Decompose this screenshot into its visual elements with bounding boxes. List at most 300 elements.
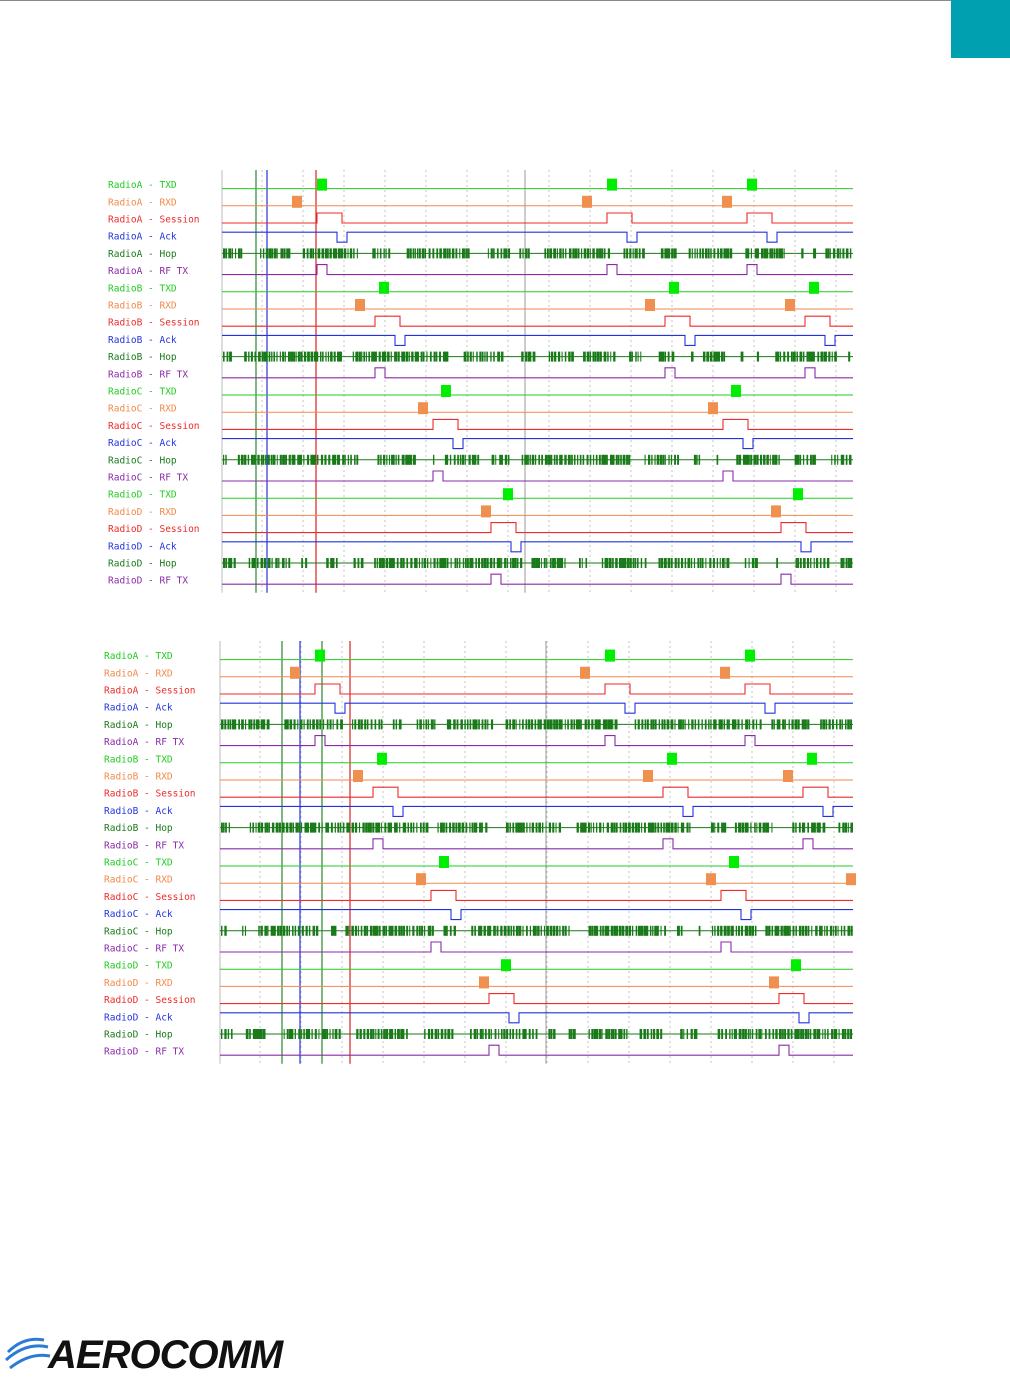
hop-pulse	[253, 719, 255, 729]
hop-pulse	[721, 1029, 723, 1039]
signal-label: RadioC - TXD	[104, 857, 173, 869]
hop-pulse	[547, 248, 549, 258]
hop-pulse	[370, 1029, 372, 1039]
hop-pulse	[553, 1029, 555, 1039]
hop-pulse	[263, 248, 264, 258]
hop-pulse	[541, 455, 543, 465]
signal-label: RadioC - TXD	[108, 386, 177, 398]
hop-pulse	[836, 1029, 837, 1039]
hop-pulse	[663, 823, 665, 833]
hop-pulse	[381, 719, 383, 729]
hop-pulse	[792, 823, 794, 833]
hop-pulse	[750, 455, 752, 465]
hop-pulse	[506, 1029, 508, 1039]
hop-pulse	[661, 558, 663, 568]
hop-pulse	[638, 352, 639, 362]
hop-pulse	[437, 823, 438, 833]
hop-pulse	[741, 823, 744, 833]
hop-pulse	[849, 455, 852, 465]
hop-pulse	[542, 823, 543, 833]
hop-pulse	[605, 719, 607, 729]
hop-pulse	[622, 558, 624, 568]
hop-pulse	[816, 558, 818, 568]
hop-pulse	[501, 352, 503, 362]
hop-pulse	[519, 719, 520, 729]
hop-pulse	[343, 823, 345, 833]
hop-pulse	[302, 926, 304, 936]
hop-pulse	[257, 1029, 260, 1039]
hop-pulse	[493, 352, 495, 362]
hop-pulse	[321, 455, 323, 465]
hop-pulse	[452, 248, 455, 258]
hop-pulse	[850, 558, 852, 568]
hop-pulse	[295, 1029, 296, 1039]
hop-pulse	[687, 1029, 688, 1039]
hop-pulse	[826, 719, 828, 729]
hop-pulse	[506, 248, 508, 258]
hop-pulse	[240, 248, 242, 258]
data-packet	[747, 179, 757, 191]
hop-pulse	[483, 926, 485, 936]
hop-pulse	[295, 926, 297, 936]
hop-pulse	[602, 558, 603, 568]
hop-pulse	[620, 823, 622, 833]
hop-pulse	[423, 719, 424, 729]
hop-pulse	[537, 719, 539, 729]
hop-pulse	[471, 558, 473, 568]
hop-pulse	[252, 823, 254, 833]
hop-pulse	[372, 823, 374, 833]
hop-pulse	[385, 926, 387, 936]
hop-pulse	[306, 926, 308, 936]
hop-pulse	[779, 1029, 782, 1039]
hop-pulse	[756, 1029, 758, 1039]
hop-pulse	[613, 1029, 615, 1039]
hop-pulse	[599, 455, 601, 465]
hop-pulse	[221, 926, 222, 936]
data-packet	[807, 753, 817, 765]
hop-pulse	[602, 1029, 603, 1039]
hop-pulse	[591, 719, 593, 729]
hop-pulse	[736, 926, 737, 936]
hop-pulse	[573, 1029, 576, 1039]
hop-pulse	[826, 926, 828, 936]
hop-pulse	[515, 823, 518, 833]
hop-pulse	[415, 248, 416, 258]
hop-pulse	[694, 558, 695, 568]
hop-pulse	[525, 1029, 527, 1039]
hop-pulse	[346, 823, 348, 833]
hop-pulse	[538, 558, 540, 568]
hop-pulse	[230, 719, 231, 729]
hop-pulse	[428, 1029, 430, 1039]
hop-pulse	[784, 1029, 786, 1039]
hop-pulse	[706, 352, 709, 362]
hop-pulse	[510, 558, 512, 568]
hop-pulse	[823, 823, 826, 833]
hop-pulse	[249, 1029, 251, 1039]
hop-pulse	[484, 352, 485, 362]
signal-label: RadioD - Ack	[104, 1012, 173, 1024]
hop-pulse	[526, 823, 527, 833]
hop-pulse	[665, 455, 666, 465]
hop-pulse	[355, 352, 358, 362]
hop-pulse	[781, 248, 783, 258]
hop-pulse	[375, 1029, 376, 1039]
hop-pulse	[254, 558, 256, 568]
hop-pulse	[650, 926, 651, 936]
hop-pulse	[503, 248, 505, 258]
hop-pulse	[797, 1029, 800, 1039]
hop-pulse	[551, 352, 553, 362]
data-packet	[771, 505, 781, 517]
hop-pulse	[241, 719, 244, 729]
hop-pulse	[747, 823, 748, 833]
hop-pulse	[804, 823, 805, 833]
hop-pulse	[795, 926, 797, 936]
hop-pulse	[698, 719, 700, 729]
hop-pulse	[462, 248, 465, 258]
hop-pulse	[769, 248, 771, 258]
hop-pulse	[561, 455, 562, 465]
hop-pulse	[446, 248, 448, 258]
hop-pulse	[221, 719, 224, 729]
hop-pulse	[816, 1029, 819, 1039]
hop-pulse	[562, 248, 564, 258]
hop-pulse	[271, 352, 272, 362]
hop-pulse	[726, 558, 729, 568]
hop-pulse	[725, 1029, 727, 1039]
hop-pulse	[334, 352, 336, 362]
hop-pulse	[739, 1029, 742, 1039]
hop-pulse	[318, 248, 321, 258]
hop-pulse	[520, 823, 523, 833]
hop-pulse	[663, 455, 665, 465]
hop-pulse	[409, 248, 411, 258]
hop-pulse	[668, 823, 670, 833]
hop-pulse	[837, 455, 838, 465]
hop-pulse	[553, 719, 555, 729]
hop-pulse	[226, 558, 227, 568]
hop-pulse	[380, 248, 382, 258]
hop-pulse	[811, 352, 814, 362]
timing-diagram-1	[0, 170, 1010, 610]
hop-pulse	[510, 926, 512, 936]
hop-pulse	[842, 823, 845, 833]
hop-pulse	[449, 719, 451, 729]
hop-pulse	[755, 248, 758, 258]
hop-pulse	[529, 1029, 531, 1039]
hop-pulse	[379, 352, 381, 362]
hop-pulse	[431, 719, 434, 729]
hop-pulse	[807, 455, 809, 465]
signal-label: RadioC - Ack	[108, 438, 177, 450]
data-packet	[315, 650, 325, 662]
hop-pulse	[504, 558, 506, 568]
hop-pulse	[394, 352, 397, 362]
hop-pulse	[571, 455, 573, 465]
hop-pulse	[317, 455, 319, 465]
hop-pulse	[847, 926, 850, 936]
hop-pulse	[441, 1029, 443, 1039]
hop-pulse	[332, 558, 334, 568]
hop-pulse	[277, 455, 278, 465]
hop-pulse	[460, 719, 463, 729]
signal-trace	[222, 368, 853, 378]
hop-pulse	[844, 926, 846, 936]
hop-pulse	[263, 719, 265, 729]
hop-pulse	[405, 823, 406, 833]
hop-pulse	[244, 455, 246, 465]
hop-pulse	[260, 248, 261, 258]
hop-pulse	[624, 558, 627, 568]
hop-pulse	[713, 719, 715, 729]
signal-label: RadioA - Ack	[104, 702, 173, 714]
hop-pulse	[328, 823, 329, 833]
hop-pulse	[632, 823, 634, 833]
hop-pulse	[480, 926, 482, 936]
hop-pulse	[451, 1029, 453, 1039]
hop-pulse	[492, 455, 495, 465]
hop-pulse	[412, 926, 414, 936]
hop-pulse	[705, 558, 706, 568]
hop-pulse	[847, 1029, 849, 1039]
hop-pulse	[559, 719, 562, 729]
hop-pulse	[525, 719, 527, 729]
hop-pulse	[588, 719, 590, 729]
hop-pulse	[422, 558, 423, 568]
signal-label: RadioB - RF TX	[108, 369, 189, 381]
hop-pulse	[452, 823, 454, 833]
hop-pulse	[324, 1029, 327, 1039]
hop-pulse	[254, 455, 256, 465]
hop-pulse	[267, 926, 268, 936]
hop-pulse	[362, 823, 364, 833]
hop-pulse	[432, 926, 434, 936]
hop-pulse	[285, 352, 286, 362]
hop-pulse	[613, 352, 615, 362]
hop-pulse	[527, 248, 529, 258]
hop-pulse	[718, 1029, 721, 1039]
hop-pulse	[565, 719, 566, 729]
hop-pulse	[465, 823, 467, 833]
data-packet	[731, 385, 741, 397]
hop-pulse	[382, 926, 385, 936]
hop-pulse	[831, 455, 832, 465]
hop-pulse	[695, 719, 697, 729]
hop-pulse	[286, 248, 288, 258]
hop-pulse	[822, 719, 825, 729]
hop-pulse	[813, 823, 816, 833]
hop-pulse	[802, 719, 804, 729]
hop-pulse	[334, 455, 336, 465]
hop-pulse	[223, 248, 225, 258]
data-packet	[793, 488, 803, 500]
hop-pulse	[355, 926, 357, 936]
hop-pulse	[245, 926, 246, 936]
hop-pulse	[766, 248, 768, 258]
hop-pulse	[604, 248, 606, 258]
hop-pulse	[427, 558, 428, 568]
hop-pulse	[498, 1029, 499, 1039]
hop-pulse	[536, 558, 539, 568]
hop-pulse	[441, 558, 444, 568]
hop-pulse	[504, 926, 507, 936]
hop-pulse	[677, 455, 679, 465]
signal-label: RadioA - RF TX	[108, 266, 189, 278]
hop-pulse	[569, 248, 572, 258]
hop-pulse	[701, 719, 702, 729]
hop-pulse	[607, 455, 608, 465]
hop-pulse	[667, 719, 670, 729]
hop-pulse	[629, 352, 631, 362]
hop-pulse	[389, 455, 390, 465]
hop-pulse	[474, 1029, 476, 1039]
hop-pulse	[447, 558, 449, 568]
hop-pulse	[403, 926, 405, 936]
hop-pulse	[568, 926, 569, 936]
hop-pulse	[691, 1029, 693, 1039]
hop-pulse	[475, 558, 477, 568]
hop-pulse	[454, 926, 456, 936]
hop-pulse	[814, 558, 815, 568]
hop-pulse	[314, 455, 315, 465]
hop-pulse	[581, 719, 582, 729]
hop-pulse	[260, 1029, 263, 1039]
hop-pulse	[376, 352, 377, 362]
hop-pulse	[612, 719, 613, 729]
hop-pulse	[691, 719, 693, 729]
hop-pulse	[338, 248, 341, 258]
hop-pulse	[457, 455, 459, 465]
hop-pulse	[315, 248, 316, 258]
hop-pulse	[669, 248, 671, 258]
hop-pulse	[285, 455, 287, 465]
hop-pulse	[556, 926, 558, 936]
hop-pulse	[724, 926, 727, 936]
hop-pulse	[434, 352, 436, 362]
hop-pulse	[579, 719, 581, 729]
signal-label: RadioB - Session	[104, 788, 196, 800]
hop-pulse	[355, 823, 357, 833]
hop-pulse	[684, 719, 685, 729]
hop-pulse	[273, 352, 275, 362]
hop-pulse	[516, 1029, 518, 1039]
hop-pulse	[298, 1029, 301, 1039]
signal-label: RadioC - RXD	[104, 874, 173, 886]
hop-pulse	[535, 455, 536, 465]
hop-pulse	[823, 558, 825, 568]
hop-pulse	[364, 926, 367, 936]
signal-trace	[222, 523, 853, 533]
hop-pulse	[536, 1029, 538, 1039]
hop-pulse	[591, 1029, 593, 1039]
hop-pulse	[244, 352, 247, 362]
hop-pulse	[824, 926, 825, 936]
hop-pulse	[286, 926, 288, 936]
signal-trace	[222, 265, 853, 275]
hop-pulse	[847, 719, 850, 729]
hop-pulse	[327, 248, 329, 258]
hop-pulse	[691, 352, 694, 362]
hop-pulse	[300, 352, 302, 362]
hop-pulse	[413, 455, 416, 465]
hop-pulse	[564, 558, 565, 568]
hop-pulse	[765, 1029, 767, 1039]
hop-pulse	[658, 558, 660, 568]
hop-pulse	[541, 558, 542, 568]
data-packet	[791, 959, 801, 971]
hop-pulse	[736, 1029, 737, 1039]
hop-pulse	[506, 823, 509, 833]
hop-pulse	[229, 823, 230, 833]
hop-pulse	[434, 719, 435, 729]
hop-pulse	[397, 558, 399, 568]
hop-pulse	[661, 719, 663, 729]
hop-pulse	[265, 823, 267, 833]
hop-pulse	[515, 558, 517, 568]
hop-pulse	[443, 248, 446, 258]
hop-pulse	[599, 1029, 601, 1039]
hop-pulse	[470, 719, 472, 729]
hop-pulse	[820, 352, 823, 362]
hop-pulse	[413, 248, 415, 258]
hop-pulse	[625, 823, 627, 833]
signal-label: RadioA - TXD	[104, 651, 173, 663]
hop-pulse	[848, 558, 851, 568]
hop-pulse	[383, 455, 385, 465]
hop-pulse	[503, 1029, 505, 1039]
signal-label: RadioD - TXD	[104, 960, 173, 972]
hop-pulse	[352, 719, 353, 729]
hop-pulse	[425, 719, 427, 729]
hop-pulse	[449, 248, 451, 258]
signal-trace	[220, 890, 853, 900]
hop-pulse	[280, 248, 283, 258]
hop-pulse	[375, 248, 376, 258]
hop-pulse	[454, 455, 456, 465]
hop-pulse	[371, 719, 373, 729]
hop-pulse	[391, 1029, 393, 1039]
hop-pulse	[353, 352, 354, 362]
hop-pulse	[607, 823, 609, 833]
hop-pulse	[780, 926, 782, 936]
signal-trace	[220, 839, 853, 849]
hop-pulse	[512, 719, 515, 729]
hop-pulse	[455, 823, 457, 833]
hop-pulse	[757, 352, 759, 362]
hop-pulse	[640, 352, 641, 362]
hop-pulse	[508, 248, 510, 258]
hop-pulse	[820, 719, 822, 729]
hop-pulse	[360, 1029, 362, 1039]
hop-pulse	[398, 455, 400, 465]
hop-pulse	[351, 926, 354, 936]
hop-pulse	[330, 719, 332, 729]
hop-pulse	[383, 558, 384, 568]
hop-pulse	[842, 248, 844, 258]
hop-pulse	[813, 248, 816, 258]
hop-pulse	[488, 248, 489, 258]
hop-pulse	[391, 352, 392, 362]
hop-pulse	[320, 352, 322, 362]
hop-pulse	[394, 823, 396, 833]
hop-pulse	[509, 823, 510, 833]
data-packet	[580, 667, 590, 679]
hop-pulse	[324, 455, 326, 465]
hop-pulse	[536, 823, 538, 833]
hop-pulse	[845, 719, 846, 729]
